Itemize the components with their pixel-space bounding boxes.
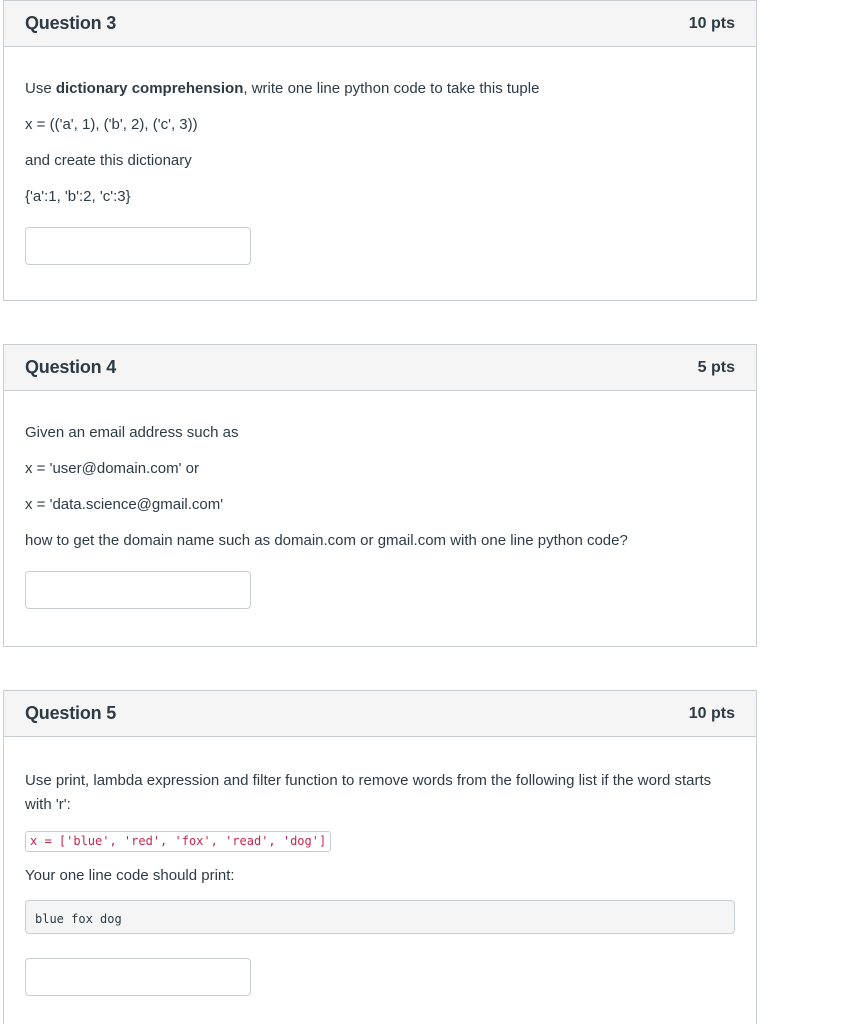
code-block: blue fox dog	[25, 900, 735, 934]
question-points: 10 pts	[688, 704, 735, 722]
answer-input[interactable]	[25, 571, 251, 609]
question-header	[4, 345, 756, 391]
answer-input[interactable]	[25, 227, 251, 265]
dictionary-text: {'a':1, 'b':2, 'c':3}	[25, 188, 131, 205]
question-points: 10 pts	[688, 14, 735, 32]
question-header	[4, 691, 756, 737]
example-text: x = 'user@domain.com' or	[25, 460, 199, 477]
bold-term: dictionary comprehension	[55, 80, 244, 97]
question-body	[4, 47, 756, 265]
question-title: Question 4	[25, 357, 117, 377]
question-text: Use dictionary comprehension, write one line python code to take this tuple	[25, 80, 540, 97]
question-title: Question 3	[25, 13, 117, 33]
question-body	[4, 737, 756, 996]
question-body	[4, 391, 756, 609]
question-text: Use print, lambda expression and filter function to remove words from the following list if the word starts with 'r':	[25, 772, 712, 813]
question-5	[3, 690, 757, 1024]
question-header	[4, 1, 756, 47]
answer-input[interactable]	[25, 958, 251, 996]
question-title: Question 5	[25, 703, 117, 723]
question-3	[3, 0, 757, 301]
question-text: Given an email address such as	[25, 424, 239, 441]
inline-code: x = ['blue', 'red', 'fox', 'read', 'dog']	[25, 831, 331, 852]
tuple-text: x = (('a', 1), ('b', 2), ('c', 3))	[25, 116, 198, 133]
question-points: 5 pts	[697, 358, 735, 376]
question-text: Your one line code should print:	[25, 867, 235, 884]
example-text: x = 'data.science@gmail.com'	[25, 496, 224, 513]
question-text: how to get the domain name such as domain.com or gmail.com with one line python code?	[25, 532, 628, 549]
question-text: and create this dictionary	[25, 152, 192, 169]
question-4	[3, 344, 757, 647]
